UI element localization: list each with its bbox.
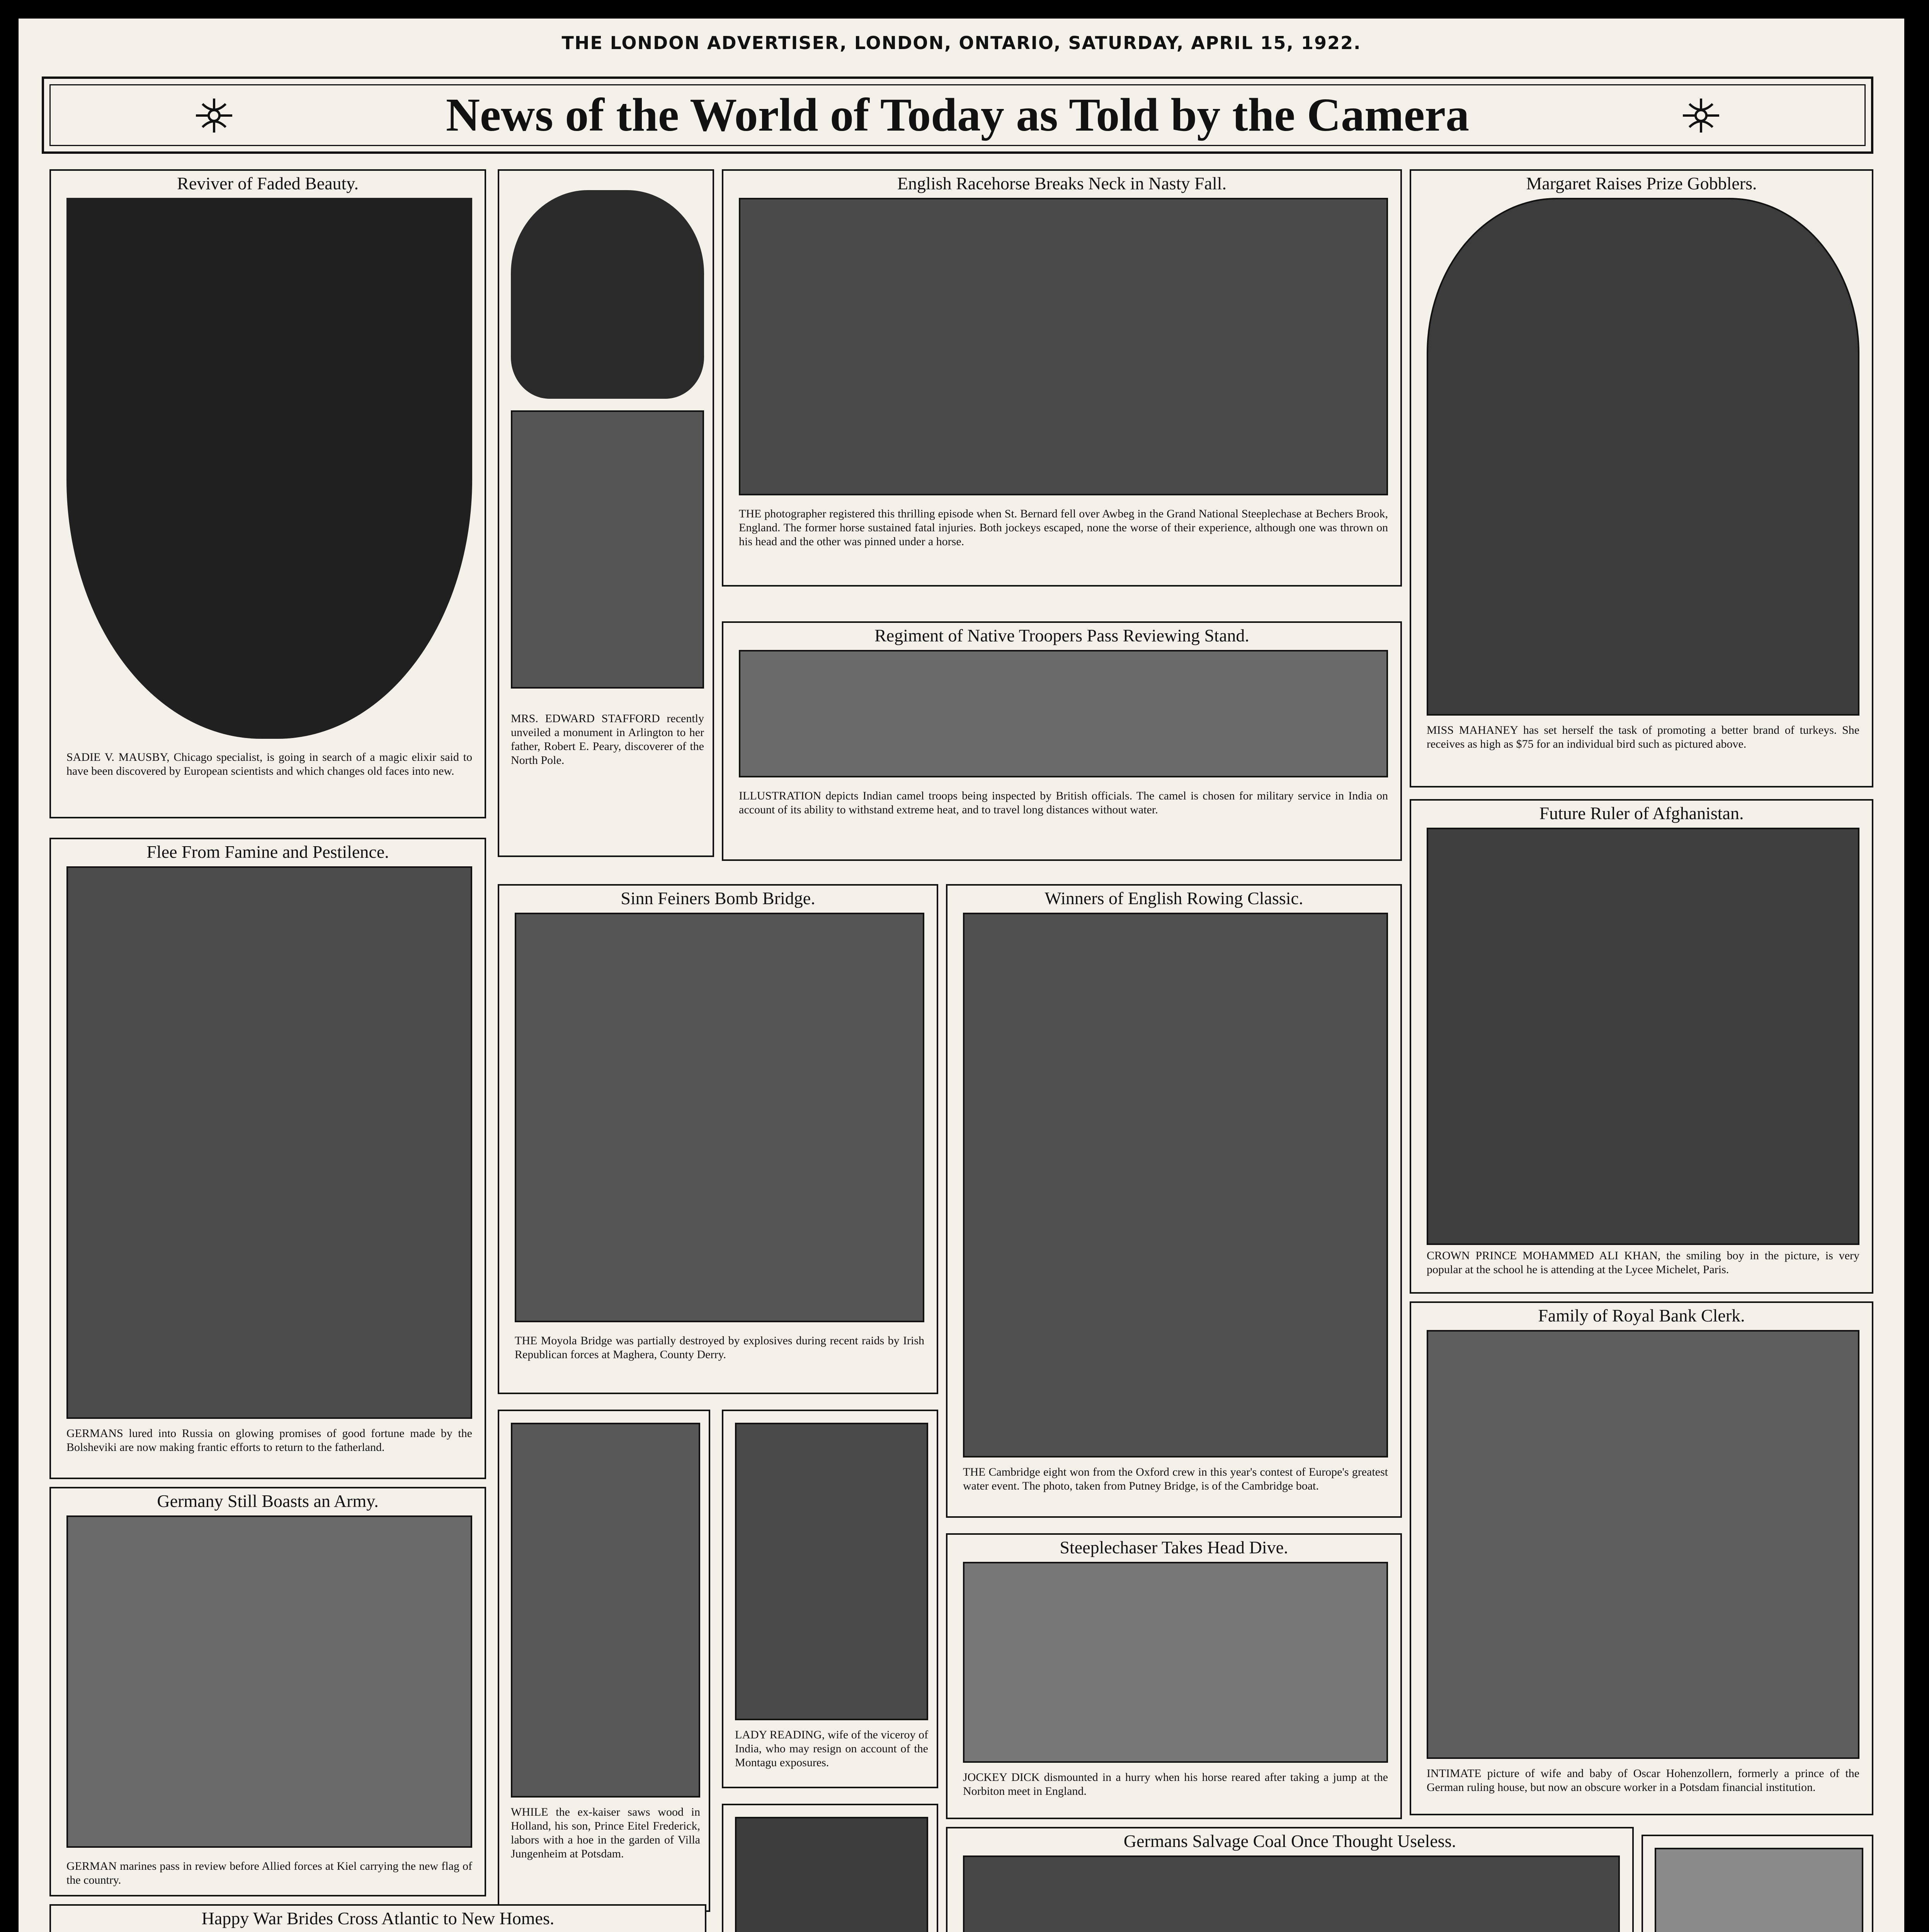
camel-troops-photo xyxy=(739,650,1388,777)
article-title: Germany Still Boasts an Army. xyxy=(157,1491,379,1511)
article-lady-reading xyxy=(722,1410,938,1788)
article-gobblers xyxy=(1410,169,1873,787)
article-racehorse xyxy=(722,169,1402,587)
article-caption: THE Moyola Bridge was partially destroyed by explosives during recent raids by Irish Republican forces at Maghera, County Derry. xyxy=(515,1334,924,1361)
article-exkaiser xyxy=(498,1410,710,1912)
article-title: Future Ruler of Afghanistan. xyxy=(1539,803,1744,823)
flourish-icon xyxy=(191,94,237,137)
article-caption: INTIMATE picture of wife and baby of Oscar Hohenzollern, formerly a prince of the German ruling house, but now an obscure worker in a Potsdam financial institution. xyxy=(1427,1767,1859,1794)
joffre-photo xyxy=(735,1817,928,1932)
hockey-photo xyxy=(1655,1848,1863,1932)
refugees-photo xyxy=(66,866,472,1419)
article-title: Steeplechaser Takes Head Dive. xyxy=(1060,1537,1288,1557)
crown-prince-photo xyxy=(1427,828,1859,1245)
article-caption: WHILE the ex-kaiser saws wood in Holland, his son, Prince Eitel Frederick, labors with a hoe in the garden of Villa Jungenheim at Potsdam. xyxy=(511,1806,700,1860)
article-caption: ILLUSTRATION depicts Indian camel troops being inspected by British officials. The camel is chosen for military service in India on account of its ability to withstand extreme heat, and to travel long distances without water. xyxy=(739,789,1388,816)
article-caption: THE photographer registered this thrilling episode when St. Bernard fell over Awbeg in the Grand National Steeplechase at Bechers Brook, England. The former horse sustained fatal injuries. Both jockeys escaped, none the worse of their experience, although one was thrown on his head and the other was pinned under a horse. xyxy=(739,507,1388,548)
article-coal xyxy=(946,1827,1634,1932)
turkey-photo xyxy=(1427,198,1859,716)
article-rowing xyxy=(946,884,1402,1518)
article-sinn-fein xyxy=(498,884,938,1394)
prince-hoe-photo xyxy=(511,1423,700,1798)
flourish-icon xyxy=(1678,94,1724,137)
newspaper-page xyxy=(19,19,1904,1932)
article-caption: SADIE V. MAUSBY, Chicago specialist, is going in search of a magic elixir said to have been discovered by European scientists and which changes old faces into new. xyxy=(66,751,472,777)
portrait-photo xyxy=(66,198,472,739)
racehorse-photo xyxy=(739,198,1388,495)
masthead: THE LONDON ADVERTISER, LONDON, ONTARIO, SATURDAY, APRIL 15, 1922. xyxy=(561,32,1361,53)
coal-photo xyxy=(963,1855,1620,1932)
article-steeplechaser xyxy=(946,1533,1402,1819)
portrait-photo xyxy=(511,190,704,399)
article-war-brides xyxy=(49,1904,706,1932)
article-troopers xyxy=(722,621,1402,861)
article-caption: LADY READING, wife of the viceroy of India, who may resign on account of the Montagu exposures. xyxy=(735,1728,928,1769)
article-title: Margaret Raises Prize Gobblers. xyxy=(1526,173,1757,193)
article-faded-beauty xyxy=(49,169,486,818)
article-afghanistan xyxy=(1410,799,1873,1294)
article-caption: CROWN PRINCE MOHAMMED ALI KHAN, the smiling boy in the picture, is very popular at the school he is attending at the Lycee Michelet, Paris. xyxy=(1427,1249,1859,1276)
rowing-photo xyxy=(963,913,1388,1458)
article-caption: GERMAN marines pass in review before Allied forces at Kiel carrying the new flag of the country. xyxy=(66,1860,472,1886)
article-army xyxy=(49,1487,486,1896)
marines-photo xyxy=(66,1515,472,1848)
lady-reading-photo xyxy=(735,1423,928,1720)
article-title: Family of Royal Bank Clerk. xyxy=(1538,1306,1745,1325)
article-caption: GERMANS lured into Russia on glowing promises of good fortune made by the Bolsheviki are now making frantic efforts to return to the fatherland. xyxy=(66,1427,472,1454)
article-stafford xyxy=(498,169,714,857)
article-caption: THE Cambridge eight won from the Oxford crew in this year's contest of Europe's greatest water event. The photo, taken from Putney Bridge, is of the Cambridge boat. xyxy=(963,1466,1388,1492)
article-title: English Racehorse Breaks Neck in Nasty Fall. xyxy=(897,173,1227,193)
article-title: Winners of English Rowing Classic. xyxy=(1044,888,1303,908)
page-title: News of the World of Today as Told by the Camera xyxy=(446,89,1470,141)
steeplechase-photo xyxy=(963,1562,1388,1763)
article-bank-clerk xyxy=(1410,1301,1873,1815)
article-title: Sinn Feiners Bomb Bridge. xyxy=(621,888,815,908)
article-wilhelm xyxy=(1642,1835,1873,1932)
article-title: Germans Salvage Coal Once Thought Useless. xyxy=(1123,1831,1456,1851)
section-banner xyxy=(42,77,1873,154)
article-famine xyxy=(49,838,486,1479)
article-title: Flee From Famine and Pestilence. xyxy=(146,842,389,862)
wife-baby-photo xyxy=(1427,1330,1859,1759)
article-title: Reviver of Faded Beauty. xyxy=(177,173,359,193)
article-title: Regiment of Native Troopers Pass Reviewing Stand. xyxy=(874,626,1249,645)
article-caption: MISS MAHANEY has set herself the task of promoting a better brand of turkeys. She receives as high as $75 for an individual bird such as pictured above. xyxy=(1427,724,1859,750)
article-title: Happy War Brides Cross Atlantic to New Homes. xyxy=(201,1908,555,1928)
monument-photo xyxy=(511,410,704,689)
article-caption: MRS. EDWARD STAFFORD recently unveiled a monument in Arlington to her father, Robert E. Peary, discoverer of the North Pole. xyxy=(511,712,704,767)
bridge-photo xyxy=(515,913,924,1322)
article-caption: JOCKEY DICK dismounted in a hurry when his horse reared after taking a jump at the Norbiton meet in England. xyxy=(963,1771,1388,1798)
article-joffre xyxy=(722,1804,938,1932)
